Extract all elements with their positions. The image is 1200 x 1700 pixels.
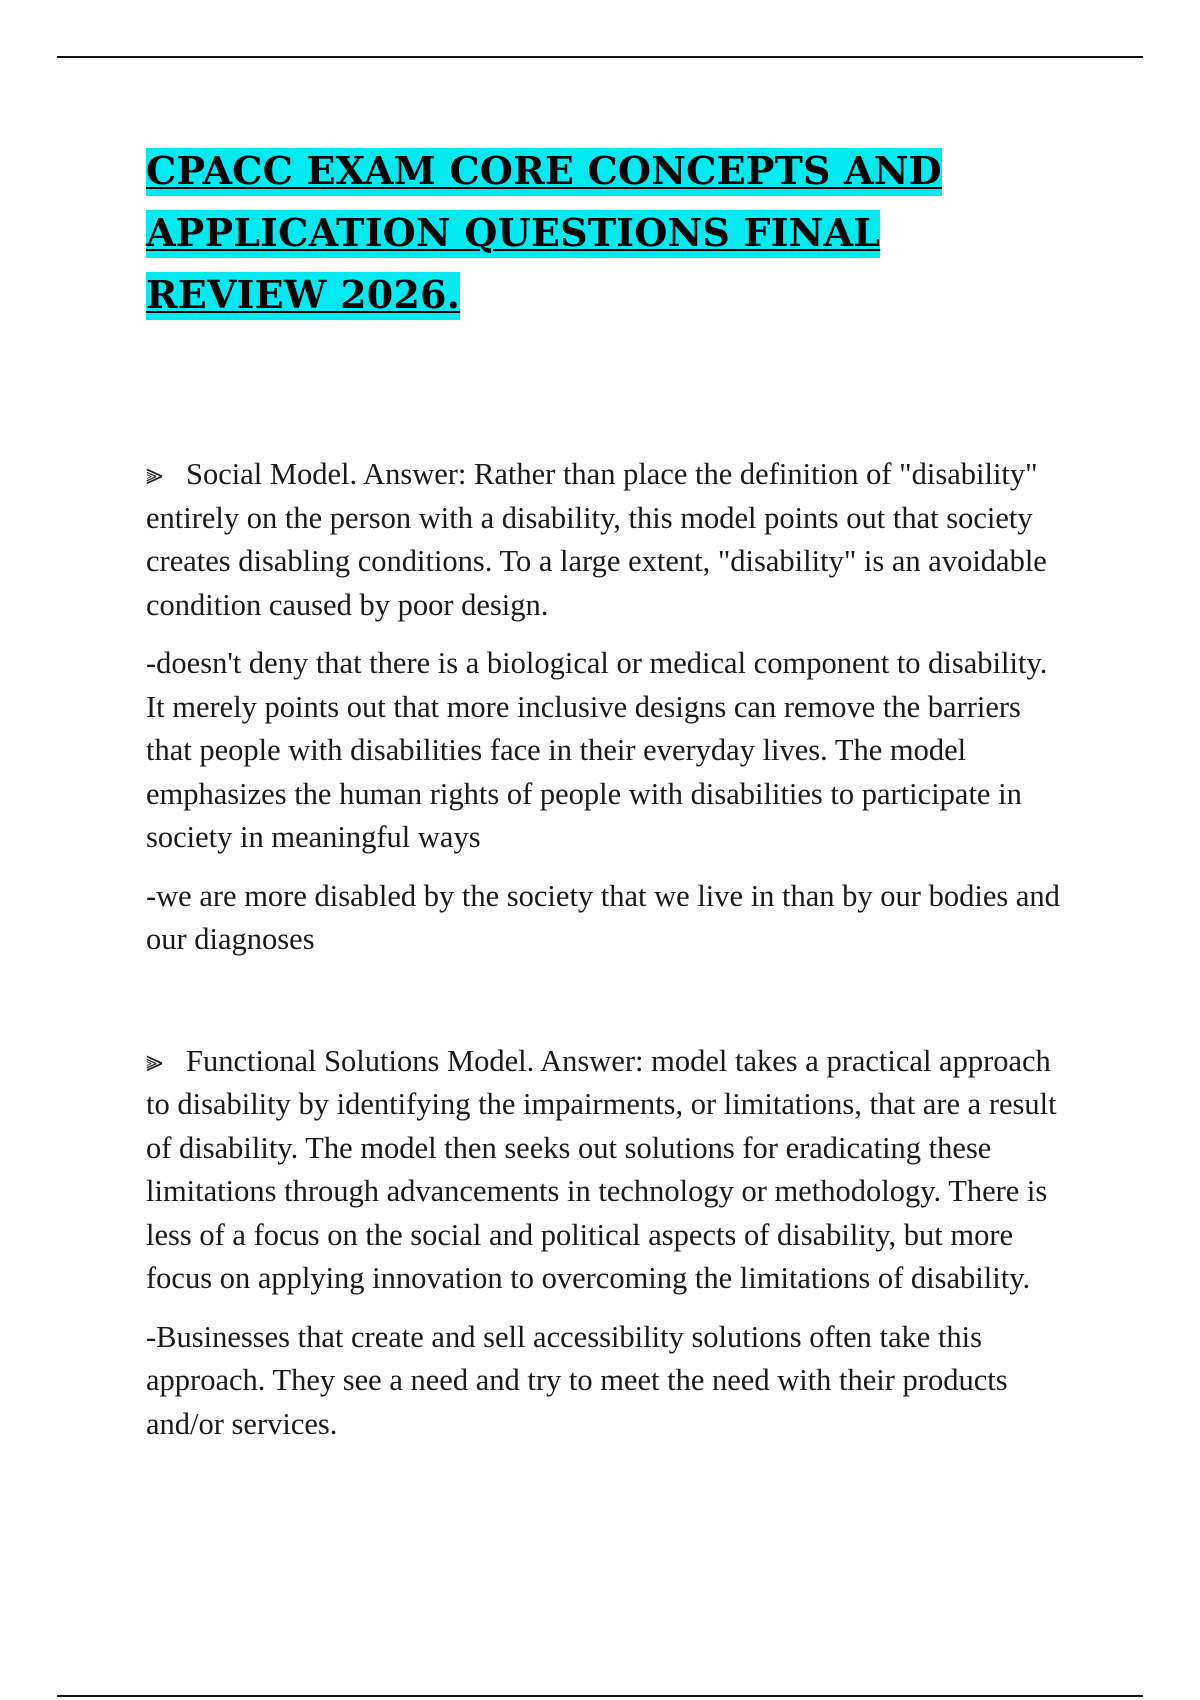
document-title (146, 140, 1066, 326)
top-rule (57, 56, 1143, 58)
entry-question (146, 453, 1066, 627)
entry-note: -we are more disabled by the society that we live in than by our bodies and our diagnoses (146, 878, 1060, 956)
entry-social-model (146, 453, 1066, 962)
arrow-bullet-icon: ⫸ (146, 1043, 163, 1079)
entry-functional-solutions-model (146, 1040, 1066, 1447)
bottom-rule (57, 1695, 1143, 1697)
entry-note: -Businesses that create and sell accessibility solutions often take this approach. They see a need and try to meet the need with their products and/or services. (146, 1319, 1008, 1441)
title-highlight: CPACC EXAM CORE CONCEPTS AND APPLICATION QUESTIONS FINAL REVIEW 2026. (146, 148, 942, 320)
arrow-bullet-icon: ⫸ (146, 457, 163, 492)
entry-question-text: Social Model. Answer: Rather than place the definition of "disability" entirely on the person with a disability, this model points out that society creates disabling conditions. To a large extent, "disability" is an avoidable condition caused by poor design. (146, 457, 1047, 622)
document-body (146, 140, 1066, 1461)
entry-note: -doesn't deny that there is a biological or medical component to disability. It merely points out that more inclusive designs can remove the barriers that people with disabilities face in their everyday lives. The model emphasizes the human rights of people with disabilities to participate in society in meaningful ways (146, 646, 1048, 854)
entry-question (146, 1040, 1066, 1301)
entry-question-text: Functional Solutions Model. Answer: model takes a practical approach to disability by identifying the impairments, or limitations, that are a result of disability. The model then seeks out solutions for eradicating these limitations through advancements in technology or methodology. There is less of a focus on the social and political aspects of disability, but more focus on applying innovation to overcoming the limitations of disability. (146, 1043, 1057, 1295)
